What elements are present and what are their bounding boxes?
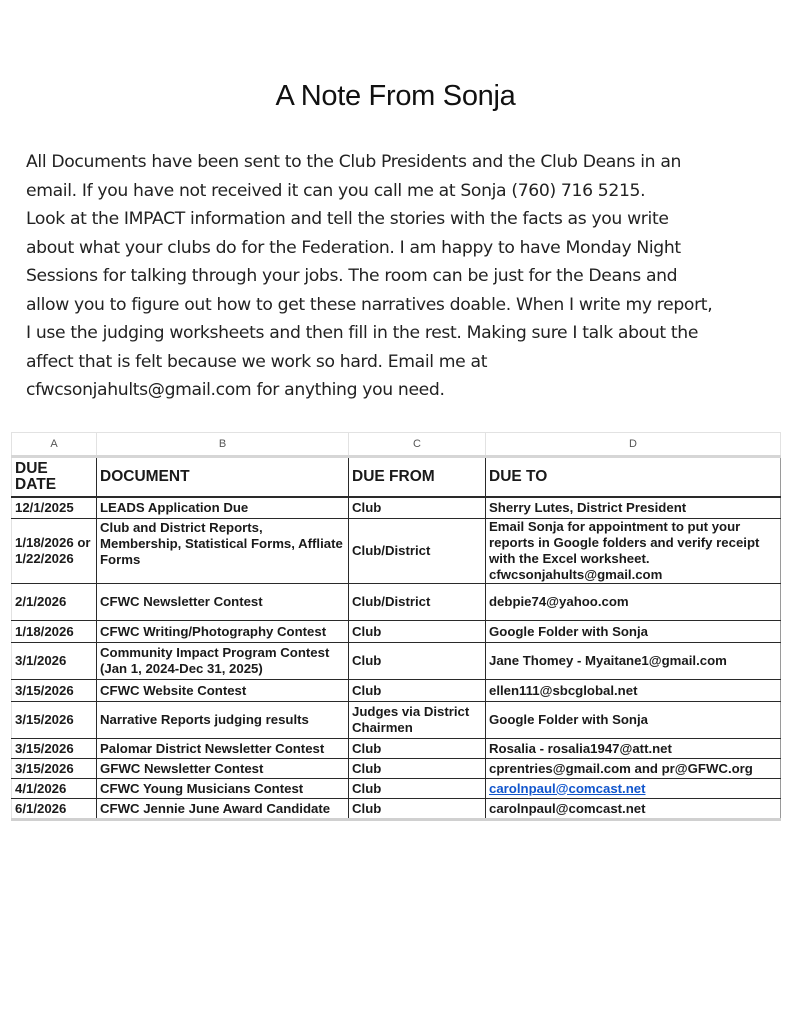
note-line: email. If you have not received it can you call me at Sonja (760) 716 5215. (26, 180, 646, 201)
due-date-cell: 6/1/2026 (12, 799, 97, 820)
note-line: allow you to figure out how to get these narratives doable. When I write my report, (26, 294, 713, 315)
document-cell: Palomar District Newsletter Contest (97, 739, 349, 759)
column-letter-row (12, 433, 781, 457)
due-from-cell: Club (349, 739, 486, 759)
due-to-cell: Sherry Lutes, District President (486, 497, 781, 519)
table-row (12, 680, 781, 702)
table-row (12, 779, 781, 799)
column-letter-c[interactable]: C (349, 433, 486, 457)
document-cell: CFWC Young Musicians Contest (97, 779, 349, 799)
document-cell: GFWC Newsletter Contest (97, 759, 349, 779)
note-line: All Documents have been sent to the Club Presidents and the Club Deans in an (26, 152, 682, 172)
table-row (12, 519, 781, 584)
document-cell: CFWC Writing/Photography Contest (97, 621, 349, 643)
due-date-cell: 12/1/2025 (12, 497, 97, 519)
due-dates-table (11, 432, 781, 821)
column-letter-b[interactable]: B (97, 433, 349, 457)
email-link[interactable]: carolnpaul@comcast.net (489, 780, 646, 796)
note-line: about what your clubs do for the Federation. I am happy to have Monday Night (26, 237, 681, 258)
document-cell: CFWC Jennie June Award Candidate (97, 799, 349, 820)
document-cell: LEADS Application Due (97, 497, 349, 519)
due-from-cell: Club (349, 680, 486, 702)
header-document: DOCUMENT (97, 457, 349, 498)
note-line: I use the judging worksheets and then fill in the rest. Making sure I talk about the (26, 323, 699, 343)
due-from-cell: Club (349, 799, 486, 820)
due-from-cell: Club (349, 779, 486, 799)
due-date-cell: 3/15/2026 (12, 739, 97, 759)
document-cell: CFWC Newsletter Contest (97, 584, 349, 621)
table-row (12, 643, 781, 680)
table-row (12, 497, 781, 519)
due-date-cell: 3/15/2026 (12, 702, 97, 739)
table-row (12, 584, 781, 621)
due-to-cell: Google Folder with Sonja (486, 621, 781, 643)
due-to-cell: ellen111@sbcglobal.net (486, 680, 781, 702)
document-cell: Narrative Reports judging results (97, 702, 349, 739)
due-to-cell (486, 779, 781, 799)
due-date-cell: 1/18/2026 (12, 621, 97, 643)
due-date-cell: 3/15/2026 (12, 759, 97, 779)
document-cell: Community Impact Program Contest (Jan 1, 2024-Dec 31, 2025) (97, 643, 349, 680)
table-row (12, 759, 781, 779)
note-line: Sessions for talking through your jobs. The room can be just for the Deans and (26, 266, 678, 286)
due-from-cell: Club/District (349, 584, 486, 621)
due-to-cell: Email Sonja for appointment to put your reports in Google folders and verify receipt with the Excel worksheet. cfwcsonjahults@gmail.com (486, 519, 781, 584)
column-letter-d[interactable]: D (486, 433, 781, 457)
page-title: A Note From Sonja (275, 80, 516, 112)
due-to-cell: carolnpaul@comcast.net (486, 799, 781, 820)
note-line: cfwcsonjahults@gmail.com for anything you need. (26, 380, 445, 400)
due-to-cell: Google Folder with Sonja (486, 702, 781, 739)
table-header-row (12, 457, 781, 498)
header-due-date: DUE DATE (12, 457, 97, 498)
note-line: affect that is felt because we work so hard. Email me at (26, 351, 488, 372)
table-row (12, 799, 781, 820)
document-cell: CFWC Website Contest (97, 680, 349, 702)
due-from-cell: Judges via District Chairmen (349, 702, 486, 739)
due-to-cell: Rosalia - rosalia1947@att.net (486, 739, 781, 759)
document-cell: Club and District Reports, Membership, Statistical Forms, Affliate Forms (97, 519, 349, 584)
due-date-cell: 2/1/2026 (12, 584, 97, 621)
note-body (26, 148, 776, 405)
due-from-cell: Club (349, 497, 486, 519)
table-row (12, 621, 781, 643)
due-date-cell: 4/1/2026 (12, 779, 97, 799)
header-due-to: DUE TO (486, 457, 781, 498)
due-to-cell: Jane Thomey - Myaitane1@gmail.com (486, 643, 781, 680)
due-to-cell: debpie74@yahoo.com (486, 584, 781, 621)
due-from-cell: Club/District (349, 519, 486, 584)
due-date-cell: 1/18/2026 or 1/22/2026 (12, 519, 97, 584)
due-from-cell: Club (349, 621, 486, 643)
due-date-cell: 3/1/2026 (12, 643, 97, 680)
due-to-cell: cprentries@gmail.com and pr@GFWC.org (486, 759, 781, 779)
due-from-cell: Club (349, 759, 486, 779)
due-from-cell: Club (349, 643, 486, 680)
note-line: Look at the IMPACT information and tell the stories with the facts as you write (26, 209, 669, 229)
column-letter-a[interactable]: A (12, 433, 97, 457)
due-date-cell: 3/15/2026 (12, 680, 97, 702)
due-dates-spreadsheet (11, 432, 780, 821)
header-due-from: DUE FROM (349, 457, 486, 498)
table-row (12, 739, 781, 759)
table-row (12, 702, 781, 739)
